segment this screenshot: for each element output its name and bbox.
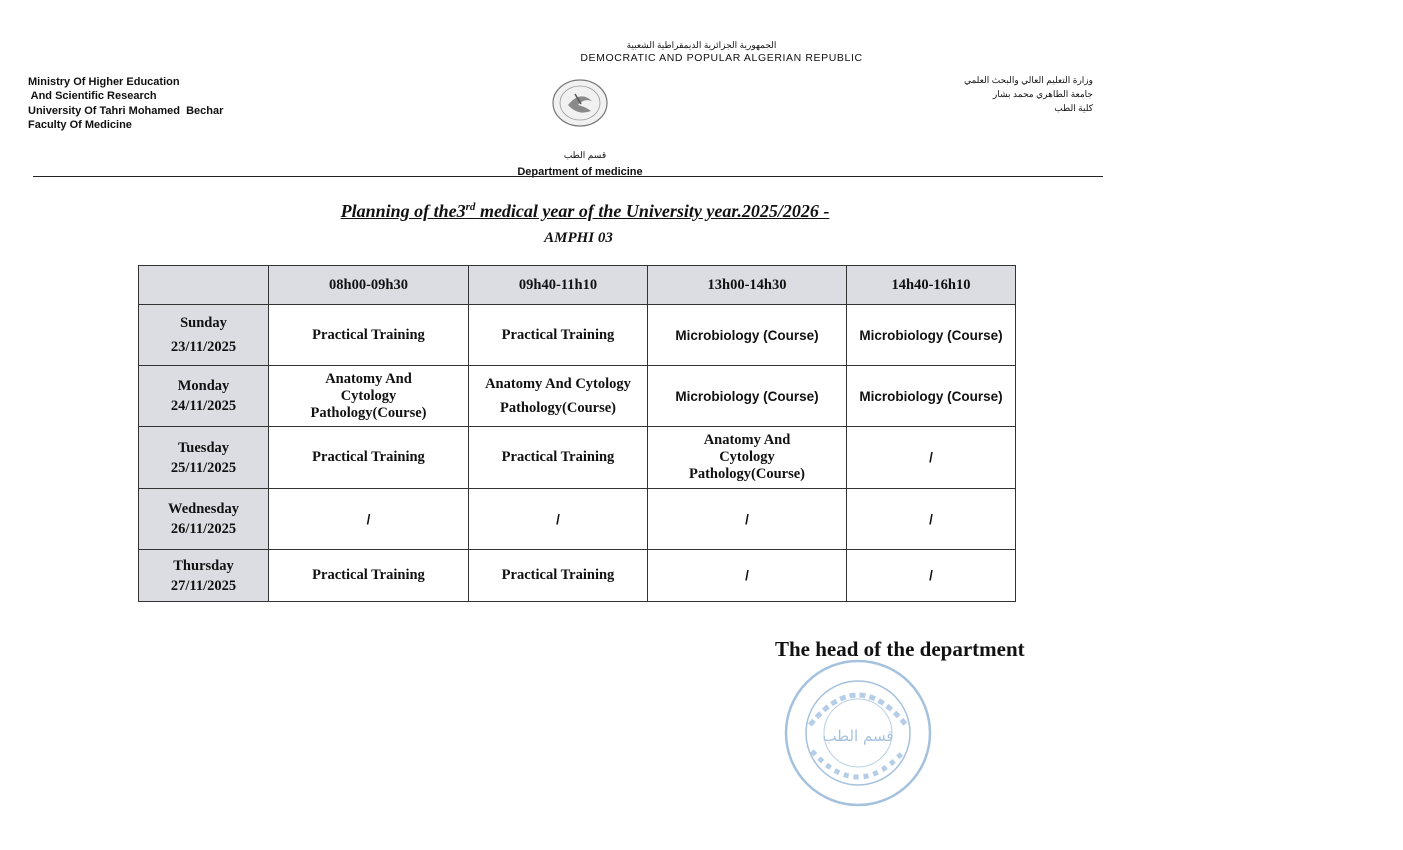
day-name: Sunday [180,315,227,331]
department-stamp-icon [780,655,940,810]
schedule-cell: / [847,489,1016,550]
time-slot-header: 13h00-14h30 [648,266,847,305]
schedule-cell: / [648,550,847,602]
institution-line-ar: جامعة الطاهري محمد بشار [992,89,1093,99]
schedule-cell: Microbiology (Course) [648,366,847,427]
table-row [139,366,1016,427]
day-name: Thursday [173,557,234,574]
institution-line-ar: وزارة التعليم العالي والبحث العلمي [963,75,1093,85]
republic-arabic: الجمهورية الجزائرية الديمقراطية الشعبية [626,40,777,50]
schedule-cell: / [847,550,1016,602]
department-arabic: قسم الطب [563,150,607,160]
schedule-cell: Anatomy And Cytology Pathology(Course) [269,366,469,427]
schedule-cell: Practical Training [469,305,648,366]
schedule-cell: Microbiology (Course) [648,305,847,366]
institution-left-block [28,75,223,133]
institution-line: University Of Tahri Mohamed Bechar [28,104,224,117]
day-name: Wednesday [168,501,239,517]
institution-line: Ministry Of Higher Education [28,76,180,88]
time-slot-header: 08h00-09h30 [269,266,469,305]
institution-line-ar: كلية الطب [1054,103,1093,113]
schedule-cell: / [469,489,648,550]
day-cell [139,366,269,427]
day-cell [139,305,269,366]
institution-line: And Scientific Research [28,90,157,103]
republic-english: DEMOCRATIC AND POPULAR ALGERIAN REPUBLIC [580,52,863,64]
page-title [0,201,1170,222]
day-cell [139,489,269,550]
day-date: 26/11/2025 [170,521,237,537]
title-superscript: rd [465,201,476,213]
header-divider [33,176,1103,177]
day-date: 23/11/2025 [170,339,237,355]
schedule-cell: Practical Training [469,427,648,489]
table-header-row [139,266,1016,305]
day-name: Tuesday [177,439,230,456]
schedule-cell: Anatomy And Cytology Pathology(Course) [648,427,847,489]
table-row [139,427,1016,489]
table-row [139,305,1016,366]
department-english: Department of medicine [517,166,643,178]
schedule-cell: Microbiology (Course) [847,366,1016,427]
schedule-cell: / [269,489,469,550]
schedule-cell: Practical Training [469,550,648,602]
title-prefix: Planning of the3 [340,201,466,221]
university-logo-icon [551,78,609,128]
day-date: 27/11/2025 [170,577,237,594]
day-cell [139,427,269,489]
table-row [139,489,1016,550]
schedule-cell: Practical Training [269,550,469,602]
schedule-cell: Practical Training [269,427,469,489]
schedule-cell: Anatomy And Cytology Pathology(Course) [469,366,648,427]
schedule-table [138,265,1016,602]
schedule-cell: Microbiology (Course) [847,305,1016,366]
institution-line: Faculty Of Medicine [28,119,132,132]
stamp-text: قسم الطب [822,727,894,745]
schedule-cell: / [847,427,1016,489]
schedule-cell: / [648,489,847,550]
institution-right-block [964,73,1093,115]
table-row [139,550,1016,602]
time-slot-header: 14h40-16h10 [847,266,1016,305]
title-suffix: medical year of the University year.2025/2026 - [475,201,830,221]
page-subtitle: AMPHI 03 [544,230,613,246]
signature-label: The head of the department [775,637,1025,661]
day-name: Monday [177,378,230,394]
corner-cell [139,266,269,305]
schedule-cell: Practical Training [269,305,469,366]
day-date: 25/11/2025 [170,459,237,476]
time-slot-header: 09h40-11h10 [469,266,648,305]
day-date: 24/11/2025 [170,398,237,414]
day-cell [139,550,269,602]
